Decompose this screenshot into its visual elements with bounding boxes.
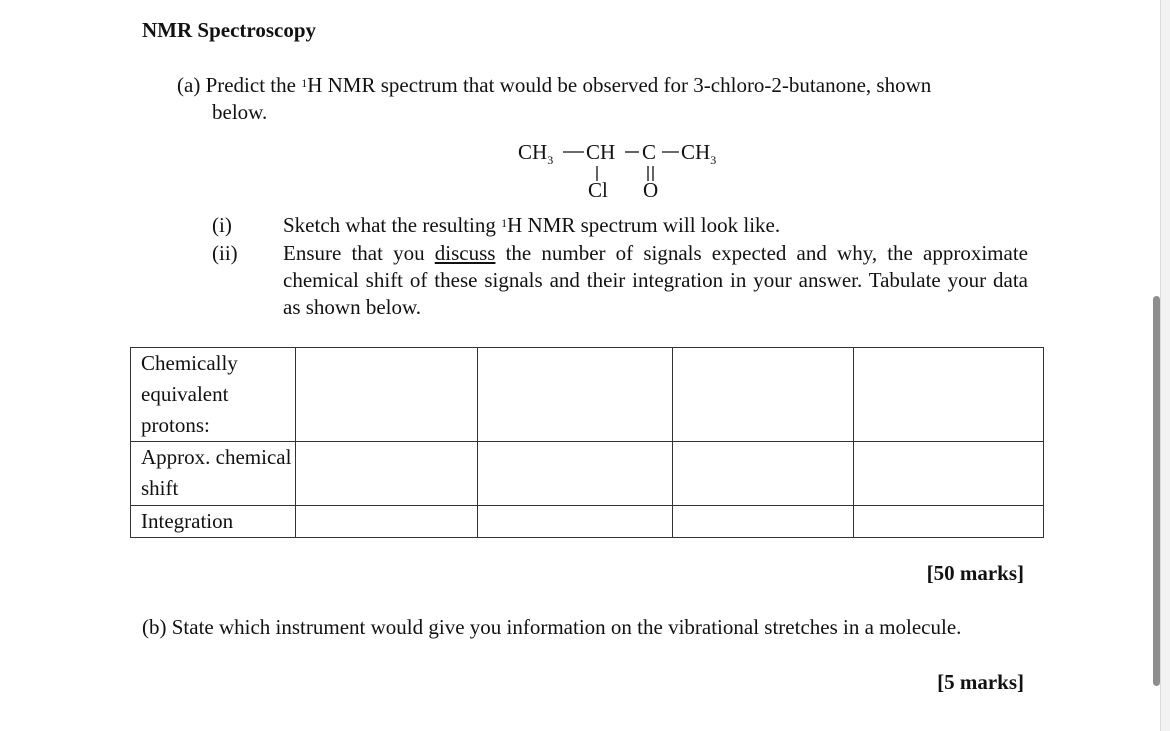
- question-a-superscript: 1: [301, 76, 308, 90]
- item-ii-text-post: the number of signals expected and why, the approximate chemical shift of these signals and their integration in your answer. Tabulate your data as shown below.: [283, 241, 1028, 319]
- item-ii-text-pre: Ensure that you: [283, 241, 435, 265]
- table-cell: [673, 348, 854, 442]
- structure-cl: Cl: [588, 178, 608, 202]
- table-cell: [296, 348, 478, 442]
- question-a-text-pre: Predict the: [205, 73, 302, 97]
- table-cell: [854, 348, 1044, 442]
- structure-o: O: [643, 178, 659, 202]
- item-ii-number: (ii): [212, 241, 238, 265]
- question-a-line2: below.: [212, 100, 268, 124]
- question-a-text-post: H NMR spectrum that would be observed for 3-chloro-2-butanone, shown: [307, 73, 932, 97]
- item-ii-text: [283, 240, 1028, 321]
- row-header-chemical-shift: Approx. chemical shift: [131, 442, 296, 506]
- table-cell: [478, 348, 673, 442]
- question-b: (b) State which instrument would give you information on the vibrational stretches in a molecule.: [142, 615, 962, 639]
- marks-b: [5 marks]: [937, 670, 1024, 694]
- table-cell: [296, 506, 478, 538]
- structure-ch3-right: [681, 140, 716, 168]
- table-row: [131, 348, 1044, 442]
- item-i-text: [283, 212, 1028, 239]
- structure-ch3-right-text: CH: [681, 140, 711, 164]
- data-table: [130, 347, 1044, 538]
- item-i-superscript: 1: [501, 216, 508, 230]
- structure-ch3-right-sub: 3: [710, 153, 717, 168]
- item-i-text-pre: Sketch what the resulting: [283, 213, 502, 237]
- row-header-integration: Integration: [131, 506, 296, 538]
- row-header-equivalent-protons: Chemically equivalent protons:: [131, 348, 296, 442]
- table-cell: [854, 442, 1044, 506]
- table-row: [131, 506, 1044, 538]
- structure-ch3-left-text: CH: [518, 140, 548, 164]
- table-cell: [673, 506, 854, 538]
- structure-c: C: [642, 140, 657, 164]
- table-cell: [854, 506, 1044, 538]
- table-row: [131, 442, 1044, 506]
- marks-a: [50 marks]: [926, 561, 1024, 585]
- table-cell: [296, 442, 478, 506]
- item-i-number: (i): [212, 213, 232, 237]
- item-ii-underline: discuss: [434, 241, 496, 265]
- table-cell: [478, 506, 673, 538]
- vertical-scrollbar[interactable]: [1153, 296, 1160, 686]
- item-i-text-post: H NMR spectrum will look like.: [507, 213, 781, 237]
- structure-ch3-left-sub: 3: [547, 153, 554, 168]
- structure-ch: CH: [586, 140, 616, 164]
- table-cell: [478, 442, 673, 506]
- page-title: NMR Spectroscopy: [142, 18, 317, 42]
- table-cell: [673, 442, 854, 506]
- question-a-label: (a): [177, 73, 201, 97]
